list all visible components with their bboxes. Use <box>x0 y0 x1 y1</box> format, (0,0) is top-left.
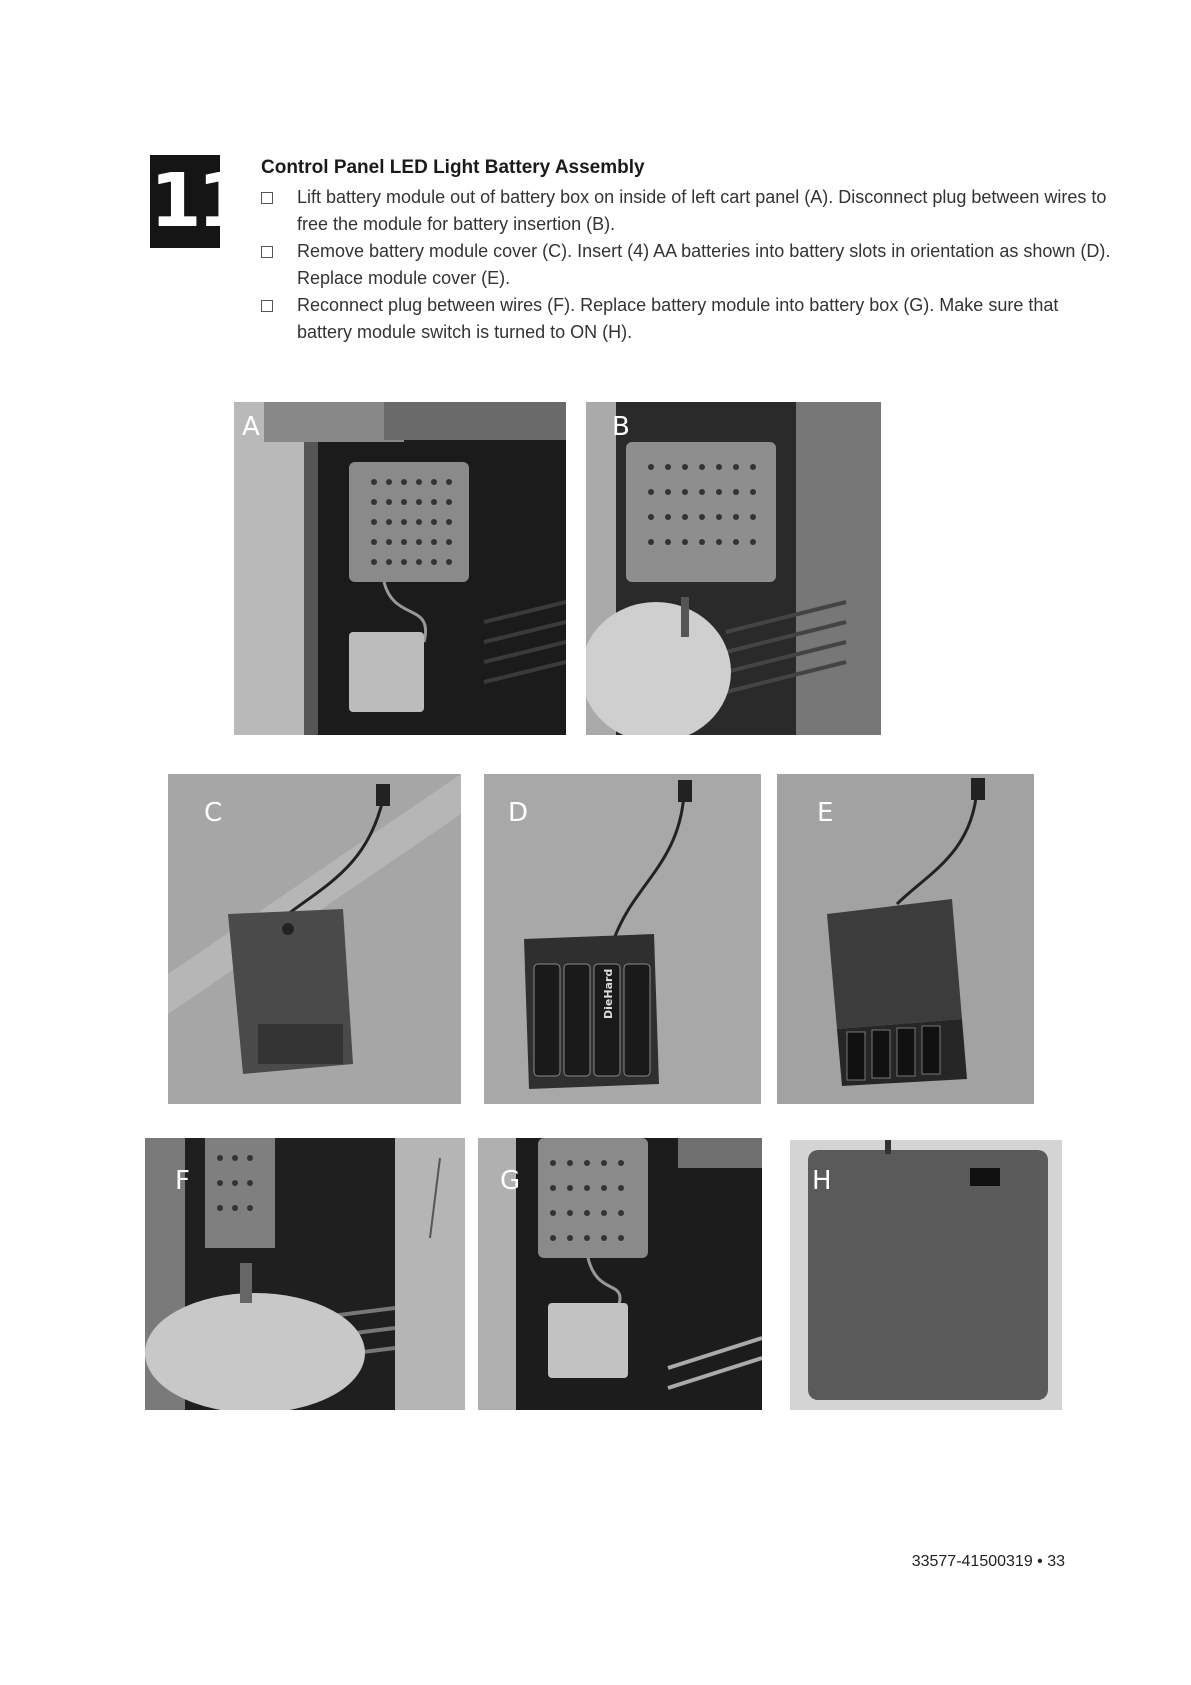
photo-g-illustration <box>478 1138 762 1410</box>
photo-b <box>586 402 881 735</box>
section-title: Control Panel LED Light Battery Assembly <box>261 157 645 178</box>
photo-label: H <box>812 1166 832 1196</box>
step-number-badge: 11 <box>150 155 220 248</box>
photo-b-illustration <box>586 402 881 735</box>
instruction-list <box>261 184 1111 346</box>
battery-brand-label: DieHard <box>602 968 615 1019</box>
photo-a <box>234 402 566 735</box>
checkbox-icon <box>261 300 273 312</box>
photo-c <box>168 774 461 1104</box>
photo-e-illustration <box>777 774 1034 1104</box>
photo-e <box>777 774 1034 1104</box>
photo-f-illustration <box>145 1138 465 1410</box>
photo-label: F <box>175 1166 190 1196</box>
photo-label: D <box>508 798 529 828</box>
photo-a-illustration <box>234 402 566 735</box>
photo-label: B <box>612 412 630 442</box>
photo-label: G <box>500 1166 521 1196</box>
photo-label: C <box>204 798 223 828</box>
instruction-text: Remove battery module cover (C). Insert (4) AA batteries into battery slots in orientation as shown (D). Replace module cover (E). <box>297 241 1111 288</box>
photo-d <box>484 774 761 1104</box>
photo-g <box>478 1138 762 1410</box>
instruction-item <box>261 238 1111 292</box>
page-footer: 33577-41500319 • 33 <box>911 1553 1065 1570</box>
photo-label: A <box>242 412 260 442</box>
instruction-text: Reconnect plug between wires (F). Replace battery module into battery box (G). Make sure that battery module switch is turned to ON (H). <box>297 295 1059 342</box>
checkbox-icon <box>261 192 273 204</box>
checkbox-icon <box>261 246 273 258</box>
photo-f <box>145 1138 465 1410</box>
photo-h <box>790 1140 1062 1410</box>
instruction-item <box>261 184 1111 238</box>
instruction-item <box>261 292 1111 346</box>
photo-label: E <box>817 798 834 828</box>
instruction-text: Lift battery module out of battery box on inside of left cart panel (A). Disconnect plug between wires to free the module for battery insertion (B). <box>297 187 1107 234</box>
